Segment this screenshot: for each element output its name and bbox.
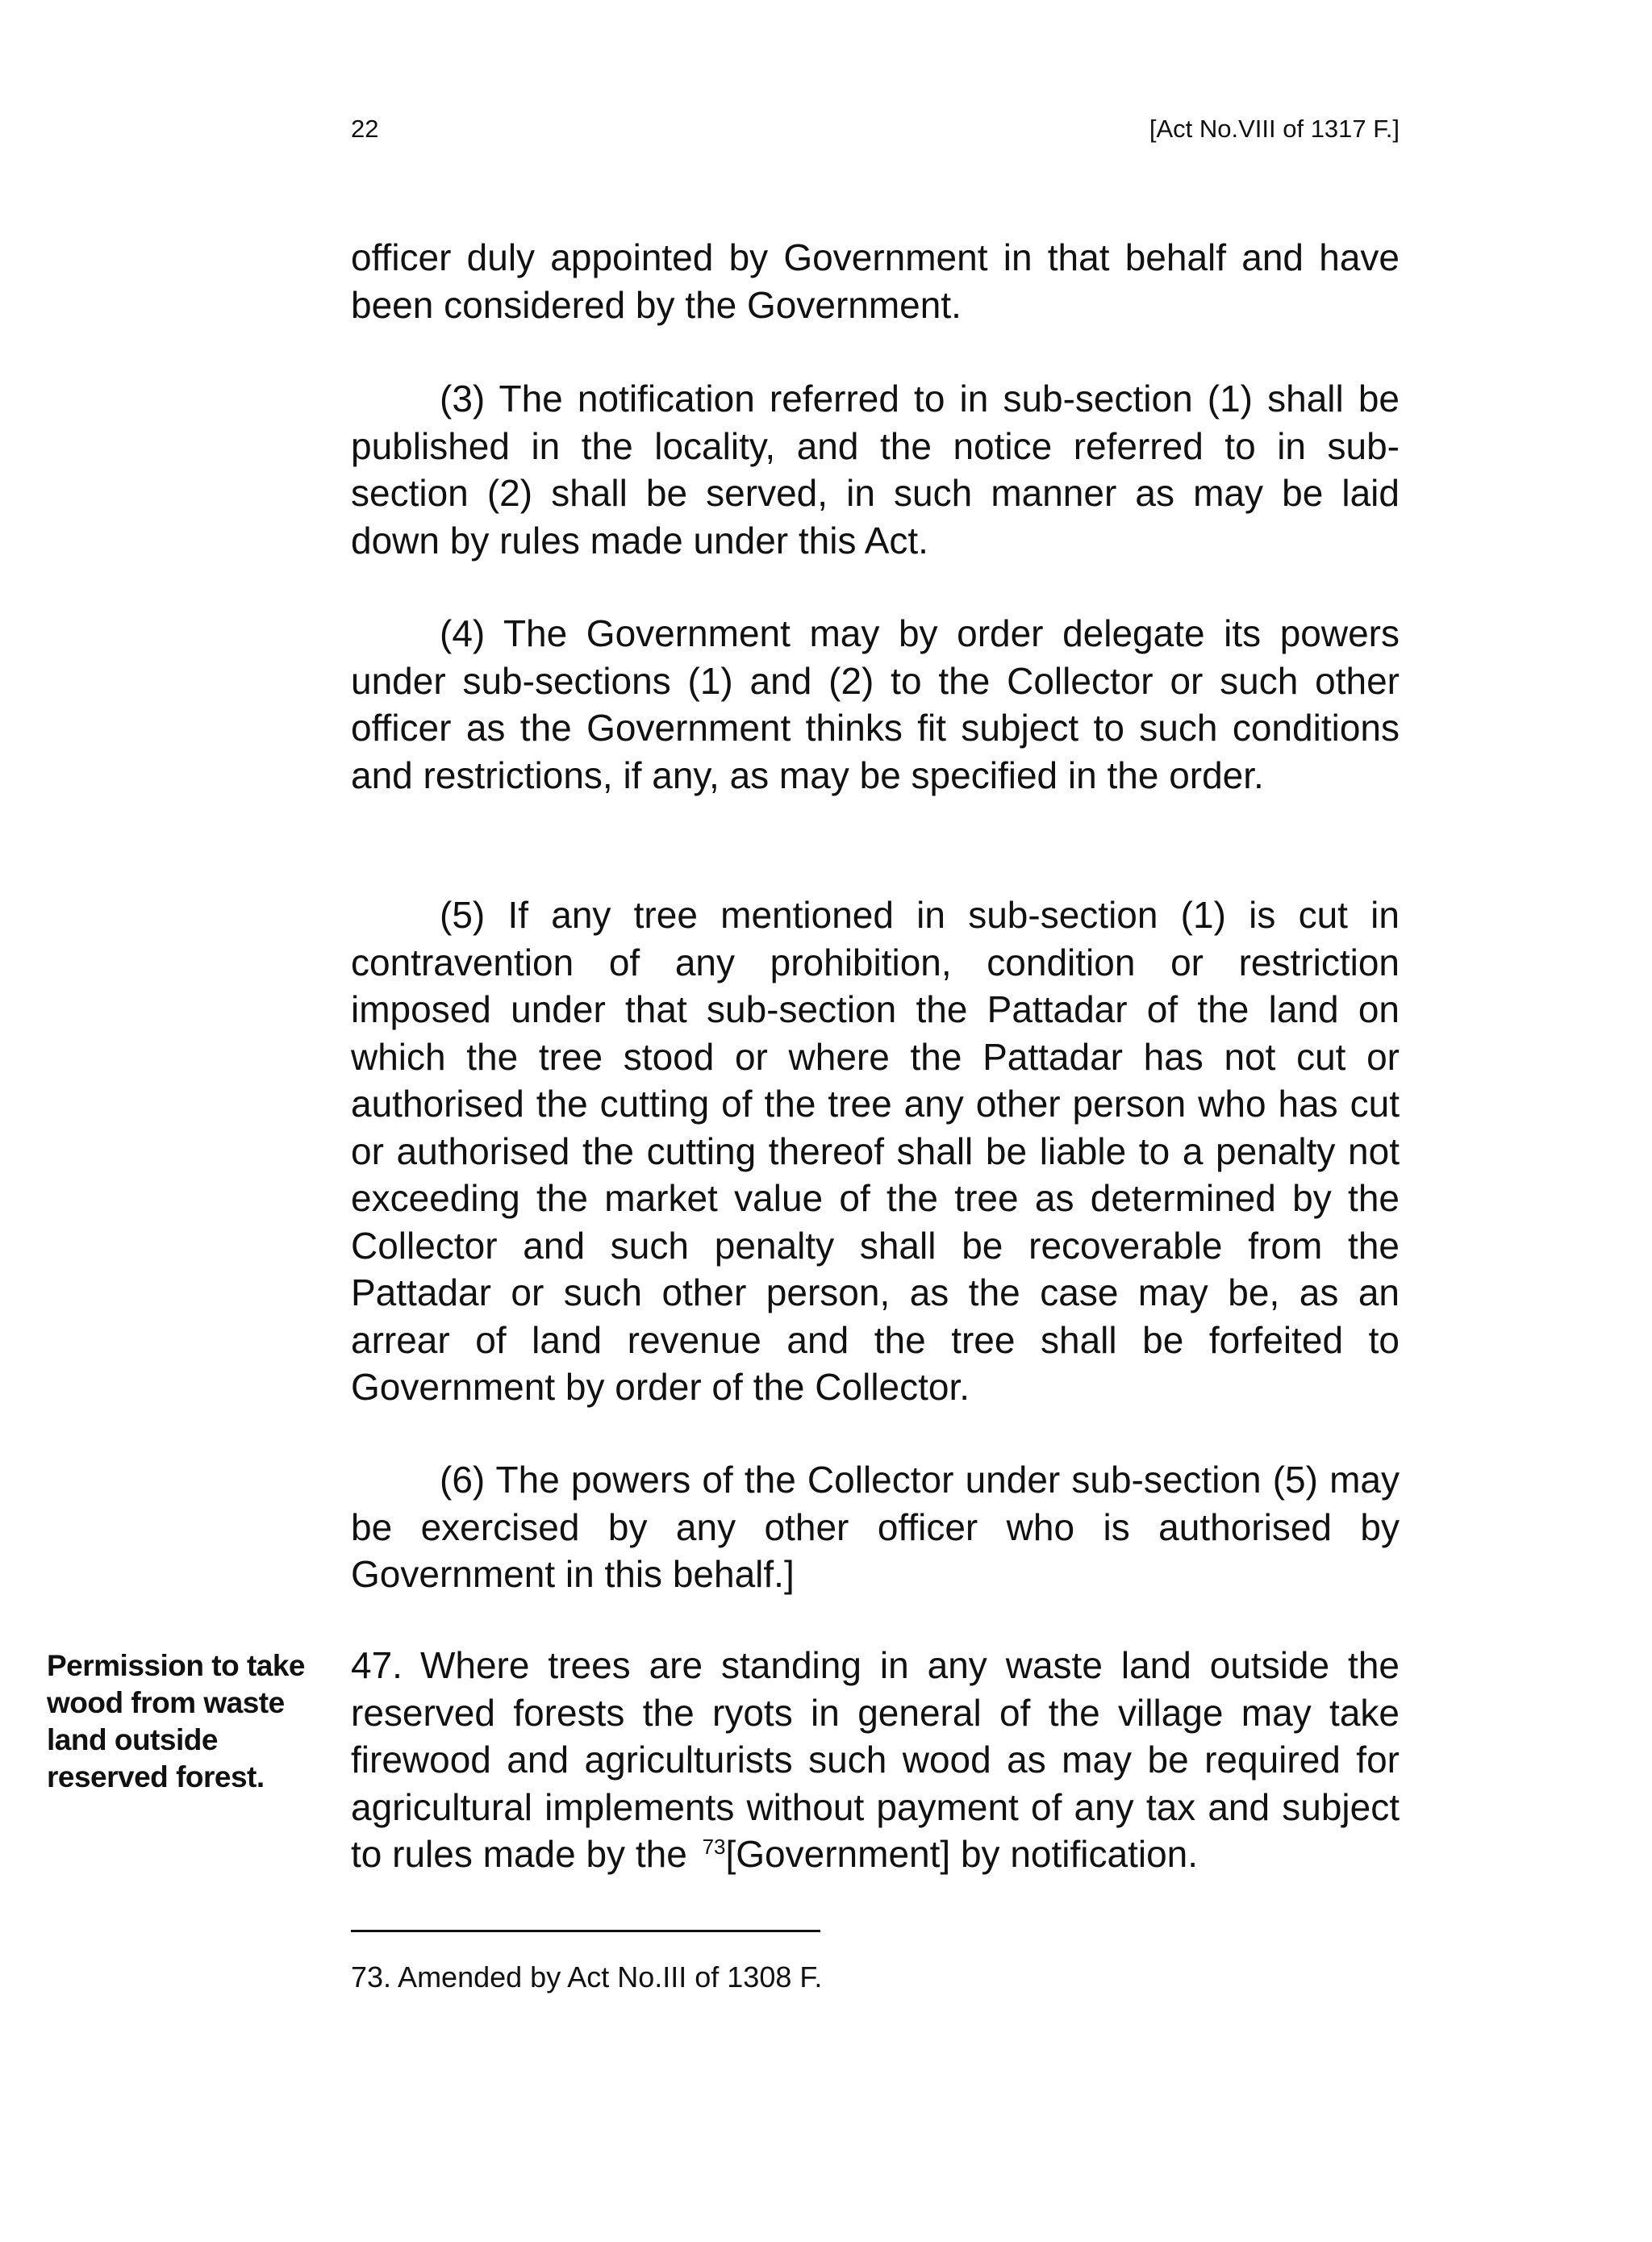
marginal-note xyxy=(47,1647,329,1796)
subsection-3 xyxy=(351,375,1400,564)
subsection-4 xyxy=(351,610,1400,799)
footnote-reference[interactable]: 73 xyxy=(702,1834,726,1859)
section-47-body-end: [Government] by notification. xyxy=(725,1833,1199,1875)
section-47 xyxy=(351,1642,1400,1878)
subsection-6-text: (6) The powers of the Collector under sub-section (5) may be exercised by any other officer who is authorised by Government in this behalf.] xyxy=(351,1459,1400,1595)
continuation-paragraph xyxy=(351,234,1400,328)
page-number: 22 xyxy=(351,115,379,143)
subsection-5-text: (5) If any tree mentioned in sub-section (1) is cut in contravention of any prohibition, condition or restriction imposed under that sub-section the Pattadar of the land on which the tree stood or where the Pattadar has not cut or authorised the cutting of the tree any other person who has cut or authorised the cutting thereof shall be liable to a penalty not exceeding the market value of the tree as determined by the Collector and such penalty shall be recoverable from the Pattadar or such other person, as the case may be, as an arrear of land revenue and the tree shall be forfeited to Government by order of the Collector. xyxy=(351,894,1400,1408)
footnote: 73. Amended by Act No.III of 1308 F. xyxy=(351,1960,823,1994)
marginal-note-line: wood from waste xyxy=(47,1686,285,1719)
subsection-3-text: (3) The notification referred to in sub-section (1) shall be published in the locality, and the notice referred to in sub-section (2) shall be served, in such manner as may be laid down by rules made under this Act. xyxy=(351,378,1400,562)
marginal-note-line: Permission to take xyxy=(47,1649,306,1682)
act-reference: [Act No.VIII of 1317 F.] xyxy=(1149,115,1400,143)
subsection-4-text: (4) The Government may by order delegate its powers under sub-sections (1) and (2) to the Collector or such other officer as the Government thinks fit subject to such conditions and restrictions, if any, as may be specified in the order. xyxy=(351,612,1400,796)
paragraph-text: officer duly appointed by Government in that behalf and have been considered by the Government. xyxy=(351,236,1400,326)
subsection-5 xyxy=(351,891,1400,1411)
section-47-text xyxy=(351,1642,1400,1878)
marginal-note-line: reserved forest. xyxy=(47,1760,265,1793)
section-47-body: Where trees are standing in any waste land outside the reserved forests the ryots in general of the village may take firewood and agriculturists such wood as may be required for agricultural implements without payment of any tax and subject to rules made by the xyxy=(351,1644,1400,1875)
page-header xyxy=(351,115,1400,147)
subsection-6 xyxy=(351,1456,1400,1598)
marginal-note-line: land outside xyxy=(47,1723,218,1756)
section-number: 47. xyxy=(351,1644,403,1686)
footnote-divider xyxy=(351,1930,820,1932)
